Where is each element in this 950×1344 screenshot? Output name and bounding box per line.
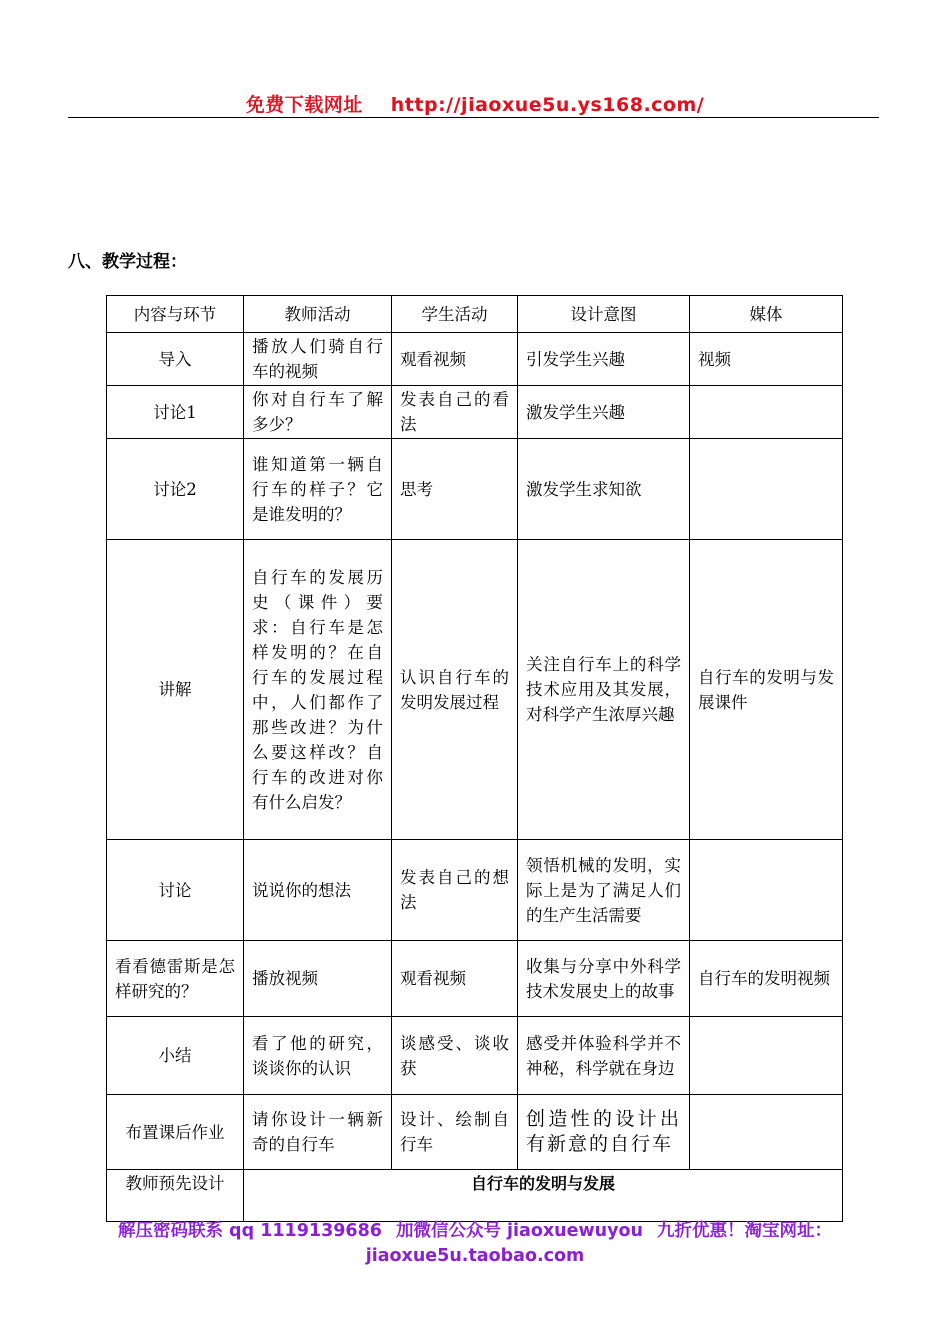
row-design-intent: 激发学生兴趣 <box>518 386 690 439</box>
row-media <box>690 386 843 439</box>
footer-wechat-text: 加微信公众号 jiaoxuewuyou <box>395 1221 644 1241</box>
download-header <box>0 90 950 117</box>
row-media: 视频 <box>690 333 843 386</box>
footer-discount-text: 九折优惠！淘宝网址： <box>657 1221 833 1241</box>
row-student-activity: 谈感受、谈收获 <box>392 1017 518 1095</box>
row-media <box>690 1095 843 1170</box>
row-teacher-activity: 自行车的发展历史（课件）要求：自行车是怎样发明的？在自行车的发展过程中，人们都作了那些改进？为什么要这样改？自行车的改进对你有什么启发？ <box>244 540 392 840</box>
row-media <box>690 840 843 941</box>
row-teacher-activity: 播放人们骑自行车的视频 <box>244 333 392 386</box>
row-design-intent: 激发学生求知欲 <box>518 439 690 540</box>
row-design-intent: 收集与分享中外科学技术发展史上的故事 <box>518 941 690 1017</box>
row-media: 自行车的发明与发展课件 <box>690 540 843 840</box>
row-stage: 导入 <box>107 333 244 386</box>
header-cell-intent: 设计意图 <box>518 296 690 333</box>
row-stage: 讨论2 <box>107 439 244 540</box>
row-student-activity: 发表自己的想法 <box>392 840 518 941</box>
table-row <box>107 1017 843 1095</box>
download-url-link[interactable]: http://jiaoxue5u.ys168.com/ <box>390 94 705 116</box>
table-row <box>107 439 843 540</box>
row-media: 自行车的发明视频 <box>690 941 843 1017</box>
preset-design-label: 教师预先设计 <box>107 1170 244 1222</box>
footer-contact <box>0 1219 950 1269</box>
row-stage: 讨论 <box>107 840 244 941</box>
footer-qq-text: 解压密码联系 qq 1119139686 <box>117 1221 382 1241</box>
row-design-intent: 创造性的设计出有新意的自行车 <box>518 1095 690 1170</box>
row-student-activity: 观看视频 <box>392 941 518 1017</box>
row-stage: 小结 <box>107 1017 244 1095</box>
section-title: 八、教学过程： <box>68 252 187 272</box>
row-teacher-activity: 播放视频 <box>244 941 392 1017</box>
header-cell-student: 学生活动 <box>392 296 518 333</box>
row-stage: 讨论1 <box>107 386 244 439</box>
table-row <box>107 540 843 840</box>
row-student-activity: 发表自己的看法 <box>392 386 518 439</box>
row-student-activity: 认识自行车的发明发展过程 <box>392 540 518 840</box>
table-row <box>107 840 843 941</box>
table-row <box>107 1095 843 1170</box>
footer-taobao-link[interactable]: jiaoxue5u.taobao.com <box>365 1246 585 1266</box>
download-label: 免费下载网址 <box>245 94 363 116</box>
header-cell-content: 内容与环节 <box>107 296 244 333</box>
header-cell-media: 媒体 <box>690 296 843 333</box>
row-stage: 讲解 <box>107 540 244 840</box>
table-row <box>107 333 843 386</box>
footer-line-1 <box>0 1219 950 1244</box>
row-teacher-activity: 请你设计一辆新奇的自行车 <box>244 1095 392 1170</box>
table-row <box>107 386 843 439</box>
row-teacher-activity: 谁知道第一辆自行车的样子？它是谁发明的？ <box>244 439 392 540</box>
row-student-activity: 设计、绘制自行车 <box>392 1095 518 1170</box>
row-design-intent: 关注自行车上的科学技术应用及其发展，对科学产生浓厚兴趣 <box>518 540 690 840</box>
row-student-activity: 观看视频 <box>392 333 518 386</box>
row-design-intent: 领悟机械的发明，实际上是为了满足人们的生产生活需要 <box>518 840 690 941</box>
row-stage: 看看德雷斯是怎样研究的？ <box>107 941 244 1017</box>
row-student-activity: 思考 <box>392 439 518 540</box>
table-header-row <box>107 296 843 333</box>
header-cell-teacher: 教师活动 <box>244 296 392 333</box>
row-teacher-activity: 看了他的研究，谈谈你的认识 <box>244 1017 392 1095</box>
row-design-intent: 引发学生兴趣 <box>518 333 690 386</box>
table-row-preset-design <box>107 1170 843 1222</box>
header-divider <box>68 117 879 118</box>
table-row <box>107 941 843 1017</box>
row-media <box>690 1017 843 1095</box>
row-teacher-activity: 说说你的想法 <box>244 840 392 941</box>
teaching-process-table <box>106 295 843 1222</box>
row-teacher-activity: 你对自行车了解多少？ <box>244 386 392 439</box>
row-stage: 布置课后作业 <box>107 1095 244 1170</box>
row-design-intent: 感受并体验科学并不神秘，科学就在身边 <box>518 1017 690 1095</box>
row-media <box>690 439 843 540</box>
preset-design-title: 自行车的发明与发展 <box>244 1170 843 1222</box>
